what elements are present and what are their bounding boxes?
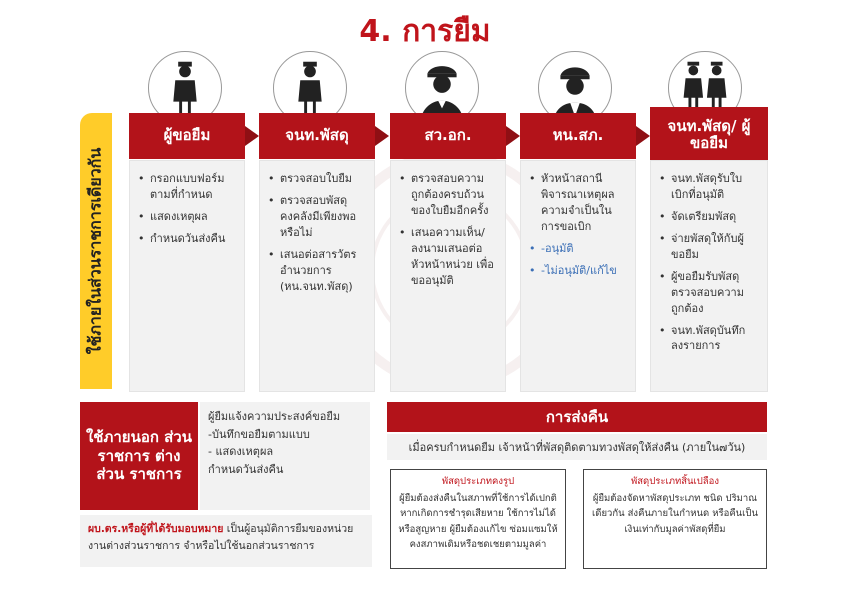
list-item: • จนท.พัสดุบันทึก ลงรายการ [657,323,759,355]
durable-goods-box [390,469,566,569]
approval-authority: ผบ.ตร.หรือผู้ที่ได้รับมอบหมาย [88,523,224,535]
step-requester-header: ผู้ขอยืม [129,113,245,159]
step-station-head-body [520,160,636,392]
list-item: • เสนอความเห็น/ ลงนามเสนอต่อ หัวหน้าหน่วย เพื่อขออนุมัติ [397,225,497,289]
approval-note [80,515,372,567]
step-supply-requester-header: จนท.พัสดุ/ ผู้ขอยืม [650,107,768,163]
durable-goods-title: พัสดุประเภทคงรูป [441,476,515,487]
consumable-goods-box [583,469,767,569]
consumable-goods-title: พัสดุประเภทสิ้นเปลือง [631,476,719,487]
step-inspector-body [390,160,506,392]
list-item: • ผู้ขอยืมรับพัสดุ ตรวจสอบความ ถูกต้อง [657,269,759,317]
external-use-description [200,402,370,510]
external-line: กำหนดวันส่งคืน [208,462,284,476]
decision-reject: • -ไม่อนุมัติ/แก้ไข [527,263,627,279]
external-line: -บันทึกขอยืมตามแบบ [208,427,310,441]
list-item: • หัวหน้าสถานี พิจารณาเหตุผล ความจำเป็นใน การขอเบิก [527,171,627,235]
step-station-head-header: หน.สภ. [520,113,636,159]
list-item: • กรอกแบบฟอร์ม ตามที่กำหนด [136,171,236,203]
return-header: การส่งคืน [387,402,767,432]
return-description: เมื่อครบกำหนดยืม เจ้าหน้าที่พัสดุติดตามทวงพัสดุให้ส่งคืน (ภายใน๗วัน) [387,434,767,460]
list-item: • จัดเตรียมพัสดุ [657,209,759,225]
list-item: • ตรวจสอบใบยืม [266,171,366,187]
list-item: • กำหนดวันส่งคืน [136,231,236,247]
list-item: • เสนอต่อสารวัตร อำนวยการ (หน.จนท.พัสดุ) [266,247,366,295]
list-item: • แสดงเหตุผล [136,209,236,225]
durable-goods-text: ผู้ยืมต้องส่งคืนในสภาพที่ใช้การได้เปกติ หากเกิดการชำรุดเสียหาย ใช้การไม่ได้ หรือสูญหาย ผู้ยืมต้องแก้ไข ซ่อมแซมให้คงสภาพเดิมหรือชดเชยตามมูลค่า [398,493,558,550]
step-requester-body [129,160,245,392]
external-line: ผู้ยืมแจ้งความประสงค์ขอยืม [208,410,341,423]
internal-use-text: ใช้ภายในส่วนราชการเดียวกัน [85,147,105,355]
step-supply-requester-body [650,160,768,392]
list-item: • จนท.พัสดุรับใบ เบิกที่อนุมัติ [657,171,759,203]
external-line: - แสดงเหตุผล [208,445,274,459]
page-title: 4. การยืม [359,14,491,49]
list-item: • ตรวจสอบพัสดุ คงคลังมีเพียงพอ หรือไม่ [266,193,366,241]
step-supply-officer-header: จนท.พัสดุ [259,113,375,159]
external-use-label: ใช้ภายนอก ส่วนราชการ ต่างส่วน ราชการ [80,402,198,510]
approval-note-text: เป็นผู้อนุมัติการยืมของหน่วยงานต่างส่วนราชการ จำหรือไปใช้นอกส่วนราชการ [88,523,354,552]
list-item: • จ่ายพัสดุให้กับผู้ ขอยืม [657,231,759,263]
consumable-goods-text: ผู้ยืมต้องจัดหาพัสดุประเภท ชนิด ปริมาณ เดียวกัน ส่งคืนภายในกำหนด หรือคืนเป็นเงินเท่ากับมูลค่าพัสดุที่ยืม [592,493,758,535]
step-supply-officer-body [259,160,375,392]
internal-use-label [80,113,112,389]
decision-approve: • -อนุมัติ [527,241,627,257]
list-item: • ตรวจสอบความ ถูกต้องครบถ้วน ของใบยืมอีกครั้ง [397,171,497,219]
step-inspector-header: สว.อก. [390,113,506,159]
